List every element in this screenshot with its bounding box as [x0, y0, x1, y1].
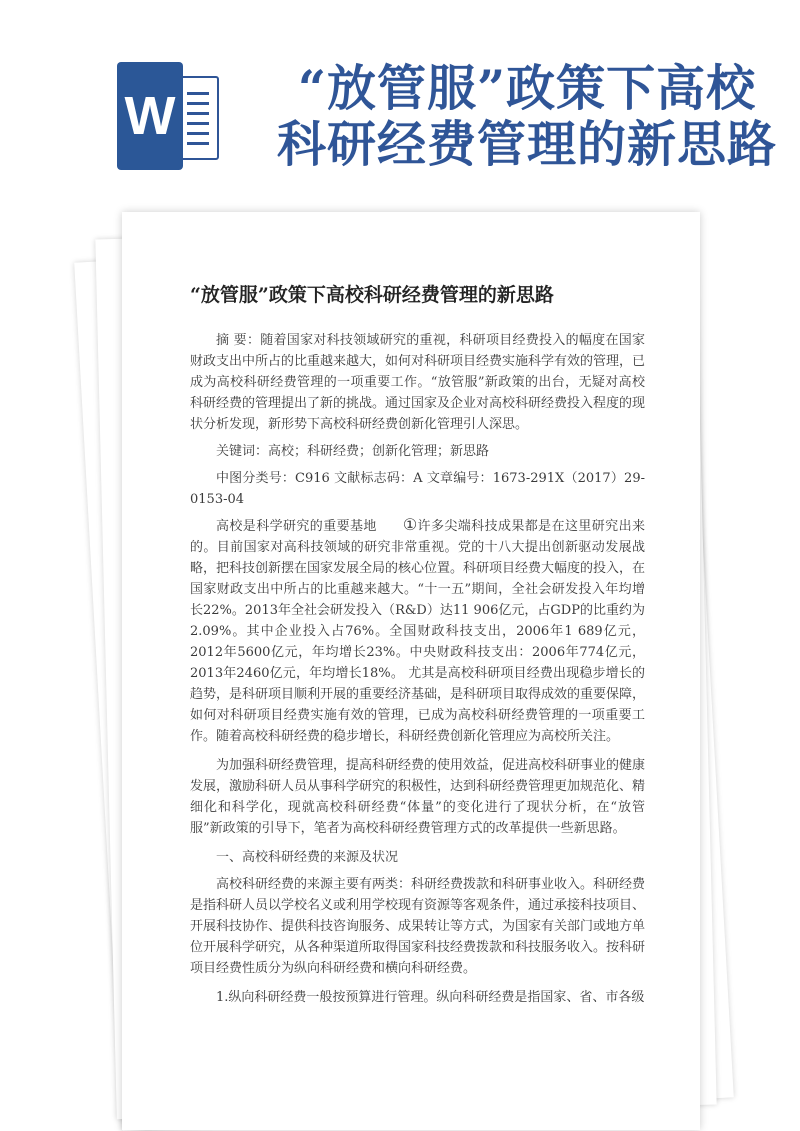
document-page [122, 212, 700, 1130]
classification: 中图分类号：C916 文献标志码：A 文章编号：1673-291X（2017）29-0153-04 [190, 471, 645, 507]
word-badge: W [117, 62, 183, 170]
keywords: 关键词：高校；科研经费；创新化管理；新思路 [216, 444, 490, 459]
paragraph-sources: 高校科研经费的来源主要有两类：科研经费拨款和科研事业收入。科研经费是指科研人员以学校名义或利用学校现有资源等客观条件，通过承接科技项目、开展科技协作、提供科技咨询服务、成果转让等方式，为国家有关部门或地方单位开展科学研究，从各种渠道所取得国家科技经费拨款和科技服务收入。按科研项目经费性质分为纵向科研经费和横向科研经费。 [190, 877, 646, 976]
paragraph-intro [190, 516, 645, 747]
document-body [190, 330, 645, 1016]
word-document-icon [117, 62, 223, 172]
document-title: “放管服”政策下高校科研经费管理的新思路 [190, 284, 554, 306]
paragraph-intro-rest: 许多尖端科技成果都是在这里研究出来的。目前国家对高科技领域的研究非常重视。党的十八大提出创新驱动发展战略，把科技创新摆在国家发展全局的核心位置。科研项目经费大幅度的投入，在国家财政支出中所占的比重越来越大。“十一五”期间，全社会研发投入年均增长22%。2013年全社会研发投入（R&D）达11 906亿元，占GDP的比重约为2.09%。其中企业投入占76%。全国财政科技支出，2006年1 689亿元，2012年5600亿元，年均增长23%。中央财政科技支出：2006年774亿元，2013年2460亿元，年均增长18%。 尤其是高校科研项目经费出现稳步增长的趋势，是科研项目顺利开展的重要经济基础，是科研项目取得成效的重要保障，如何对科研项目经费实施有效的管理，已成为高校科研经费管理的一项重要工作。随着高校科研经费的稳步增长，科研经费创新化管理应为高校所关注。 [190, 519, 646, 744]
footnote-marker: ① [402, 515, 418, 534]
paragraph-vertical-funds: 1.纵向科研经费一般按预算进行管理。纵向科研经费是指国家、省、市各级 [216, 990, 645, 1005]
section-heading: 一、高校科研经费的来源及状况 [216, 850, 399, 865]
paragraph-purpose: 为加强科研经费管理，提高科研经费的使用效益，促进高校科研事业的健康发展，激励科研人员从事科学研究的积极性，达到科研经费管理更加规范化、精细化和科学化，现就高校科研经费“体量”的变化进行了现状分析，在“放管服”新政策的引导下，笔者为高校科研经费管理方式的改革提供一些新思路。 [190, 758, 646, 836]
paragraph-intro-lead: 高校是科学研究的重要基地 [216, 519, 377, 534]
abstract: 摘 要：随着国家对科技领域研究的重视，科研项目经费投入的幅度在国家财政支出中所占的比重越来越大，如何对科研项目经费实施科学有效的管理，已成为高校科研经费管理的一项重要工作。“放管服”新政策的出台，无疑对高校科研经费的管理提出了新的挑战。通过国家及企业对高校科研经费投入程度的现状分析发现，新形势下高校科研经费创新化管理引人深思。 [190, 333, 646, 432]
banner-title [262, 60, 792, 172]
banner-title-line2: 科研经费管理的新思路 [276, 115, 777, 173]
banner [0, 0, 800, 215]
banner-title-line1: “放管服”政策下高校 [297, 59, 757, 117]
